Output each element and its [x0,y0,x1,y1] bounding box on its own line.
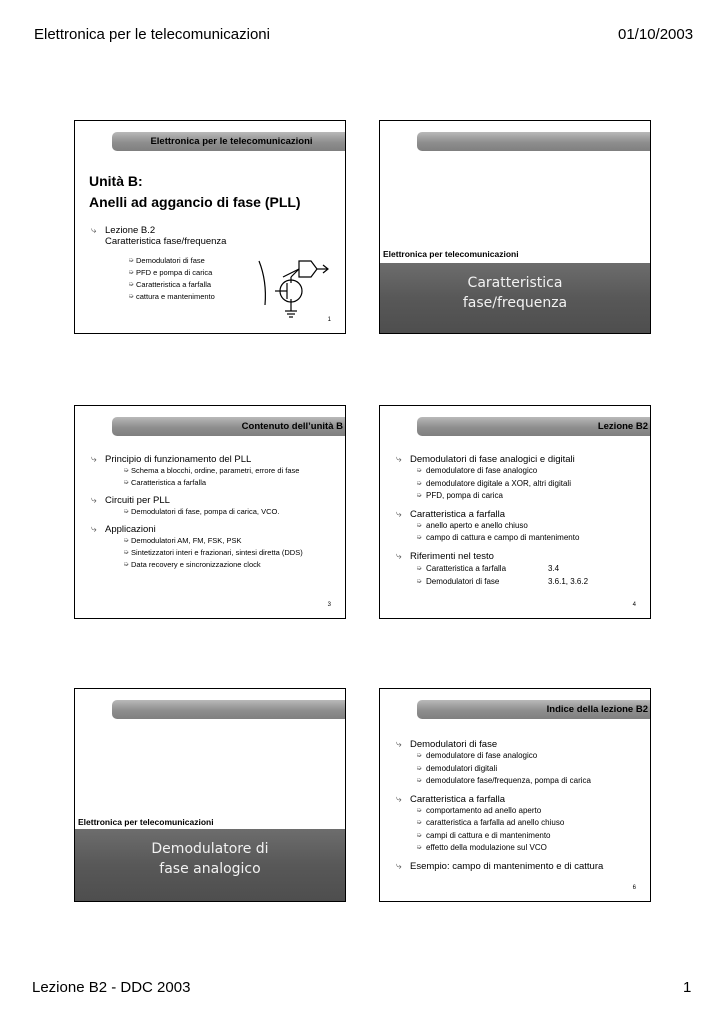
list-item-text: campi di cattura e di mantenimento [426,830,551,840]
small-arrow-icon: ➭ [416,819,422,826]
list-item [75,267,215,279]
list-item [91,477,339,489]
list-heading [396,509,644,520]
list-item-text: Data recovery e sincronizzazione clock [131,560,261,569]
footer-page-number: 1 [683,979,692,996]
section-title-line2: fase analogico [159,861,261,877]
reference-value: 3.4 [548,563,560,573]
list-item-text: effetto della modulazione sul VCO [426,843,547,852]
header-title: Elettronica per le telecomunicazioni [34,26,270,43]
small-arrow-icon: ➭ [128,293,134,300]
list-item [396,532,644,545]
slide-6 [379,688,651,902]
slide-5 [74,688,346,902]
list-item-text: caratteristica a farfalla ad anello chiuso [426,818,565,827]
list-item-text: demodulatore di fase analogico [426,751,538,760]
reference-label: Demodulatori di fase [426,576,500,586]
curved-arrow-icon: ⤷ [91,225,97,236]
small-arrow-icon: ➭ [416,534,422,541]
lesson-title: Caratteristica fase/frequenza [105,236,227,247]
list-item [396,817,644,830]
list-heading-text: Circuiti per PLL [105,495,170,506]
small-arrow-icon: ➭ [416,764,422,772]
slide-content [396,739,644,872]
list-item-text: campo di cattura e campo di mantenimento [426,533,580,542]
list-item [75,279,215,291]
lesson-topic-list [75,255,215,303]
list-item [396,465,644,478]
list-item-text: Demodulatori di fase, pompa di carica, VCO. [131,507,280,516]
list-item-text: PFD, pompa di carica [426,491,503,500]
list-item-text: demodulatore fase/frequenza, pompa di carica [426,776,591,785]
list-item [91,547,339,559]
reference-row [396,575,644,588]
list-item-text: demodulatore digitale a XOR, altri digitali [426,478,571,488]
section-title-box [380,263,650,333]
list-heading [396,739,644,750]
slide-header-bar [417,132,651,151]
list-item [396,478,644,491]
small-arrow-icon: ➭ [123,479,129,486]
section-title-box [75,829,345,901]
list-heading-text: Esempio: campo di mantenimento e di cattura [410,860,604,872]
list-item-text: PFD e pompa di carica [136,268,213,277]
list-heading [396,551,644,562]
lesson-item [91,225,226,247]
small-arrow-icon: ➭ [416,831,422,839]
small-arrow-icon: ➭ [416,777,422,784]
list-item [75,291,215,303]
list-heading [396,861,644,872]
list-heading-text: Principio di funzionamento del PLL [105,454,252,465]
reference-label: Caratteristica a farfalla [426,563,507,573]
section-title-line1: Demodulatore di [151,841,269,857]
list-item [396,842,644,855]
curved-arrow-icon: ⤷ [396,550,402,562]
list-item [396,520,644,533]
course-label: Elettronica per telecomunicazioni [78,817,214,827]
small-arrow-icon: ➭ [123,561,129,568]
slide-page-number: 6 [632,885,636,891]
small-arrow-icon: ➭ [128,269,134,276]
list-heading-text: Caratteristica a farfalla [410,793,506,805]
slide-content [91,454,339,571]
list-item [91,465,339,477]
small-arrow-icon: ➭ [416,467,422,474]
slide-header-bar: Elettronica per le telecomunicazioni [112,132,346,151]
small-arrow-icon: ➭ [123,508,129,515]
course-label: Elettronica per telecomunicazioni [383,249,519,259]
list-item [396,775,644,788]
small-arrow-icon: ➭ [416,564,422,572]
list-item-text: demodulatore di fase analogico [426,466,538,475]
slide-subtitle: Anelli ad aggancio di fase (PLL) [89,194,301,210]
list-heading [91,454,339,465]
section-title-line1: Caratteristica [467,275,563,291]
list-item [396,763,644,776]
small-arrow-icon: ➭ [416,577,422,585]
slide-2 [379,120,651,334]
curved-arrow-icon: ⤷ [91,495,97,506]
slide-page-number: 3 [327,602,331,608]
pll-transistor-symbol [253,247,335,323]
small-arrow-icon: ➭ [416,806,422,814]
section-title-line2: fase/frequenza [462,295,568,311]
list-item [396,805,644,818]
small-arrow-icon: ➭ [416,521,422,529]
list-item-text: comportamento ad anello aperto [426,805,542,815]
curved-arrow-icon: ⤷ [396,508,402,520]
curved-arrow-icon: ⤷ [91,524,97,535]
small-arrow-icon: ➭ [416,844,422,851]
list-item [396,830,644,843]
list-item [91,506,339,518]
slide-3 [74,405,346,619]
slide-page-number: 4 [632,602,636,608]
curved-arrow-icon: ⤷ [396,454,402,465]
small-arrow-icon: ➭ [416,492,422,499]
list-item-text: Demodulatori di fase [136,256,205,265]
footer-lesson: Lezione B2 - DDC 2003 [32,979,191,996]
list-heading-text: Applicazioni [105,524,156,535]
list-heading [396,454,644,465]
list-item [396,750,644,763]
lesson-number: Lezione B.2 [105,225,156,236]
reference-row [396,562,644,575]
slide-4 [379,405,651,619]
small-arrow-icon: ➭ [416,752,422,759]
reference-value: 3.6.1, 3.6.2 [548,576,589,586]
small-arrow-icon: ➭ [128,281,134,288]
slide-header-bar: Contenuto dell’unità B [112,417,346,436]
list-item [91,559,339,571]
small-arrow-icon: ➭ [123,467,129,474]
header-date: 01/10/2003 [618,26,694,43]
curved-arrow-icon: ⤷ [396,860,402,872]
list-item-text: anello aperto e anello chiuso [426,520,528,530]
curved-arrow-icon: ⤷ [396,793,402,805]
list-item-text: Caratteristica a farfalla [136,280,212,289]
small-arrow-icon: ➭ [123,537,129,544]
curved-arrow-icon: ⤷ [396,739,402,750]
slide-header-bar: Lezione B2 [417,417,651,436]
list-item-text: Sintetizzatori interi e frazionari, sintesi diretta (DDS) [131,548,303,557]
small-arrow-icon: ➭ [416,479,422,487]
slide-header-bar [112,700,346,719]
list-heading-text: Caratteristica a farfalla [410,508,506,520]
list-item-text: Caratteristica a farfalla [131,478,207,487]
list-item [396,490,644,503]
list-item-text: demodulatori digitali [426,763,498,773]
list-heading [91,495,339,506]
list-heading [91,524,339,535]
slide-page-number: 1 [327,317,331,323]
slide-header-bar: Indice della lezione B2 [417,700,651,719]
slide-title: Unità B: [89,173,143,189]
list-heading-text: Demodulatori di fase [410,739,498,750]
slide-1 [74,120,346,334]
list-item-text: cattura e mantenimento [136,292,215,301]
list-heading-text: Demodulatori di fase analogici e digitali [410,454,575,465]
list-item [75,255,215,267]
curved-arrow-icon: ⤷ [91,454,97,465]
list-heading-text: Riferimenti nel testo [410,550,494,562]
list-item-text: Demodulatori AM, FM, FSK, PSK [131,536,242,545]
small-arrow-icon: ➭ [128,257,134,264]
small-arrow-icon: ➭ [123,549,129,556]
list-heading [396,794,644,805]
list-item [91,535,339,547]
slide-content [396,454,644,588]
list-item-text: Schema a blocchi, ordine, parametri, errore di fase [131,466,300,475]
